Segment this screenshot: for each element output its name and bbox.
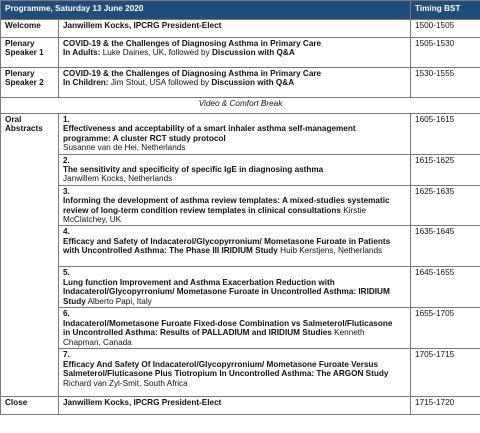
abstract-author: Kirstie McClatchey, UK — [63, 205, 367, 225]
timing-header: Timing BST — [411, 1, 480, 20]
plenary1-row — [1, 38, 480, 68]
speaker: Luke Daines, UK, followed by — [100, 48, 212, 58]
abstract-author: Richard van Zyl-Smit, South Africa — [63, 378, 188, 388]
abstract-time: 1625-1635 — [411, 185, 480, 226]
abstract-title: Effectiveness and acceptability of a smart inhaler asthma self-management programme: A cluster RCT study protocol — [63, 124, 356, 143]
talk-title: COVID-19 & the Challenges of Diagnosing Asthma in Primary Care — [63, 69, 322, 78]
speaker: Jim Stout, USA followed by — [108, 78, 212, 88]
abstract-author: Kenneth Chapman, Canada — [63, 328, 365, 347]
abstract-number: 6. — [63, 309, 70, 319]
abstract-row — [1, 154, 480, 185]
break-text: Video & Comfort Break — [1, 98, 480, 114]
abstract-row — [1, 308, 480, 349]
session-text — [59, 68, 411, 98]
abstract-cell — [59, 226, 411, 267]
session-label: Plenary Speaker 2 — [1, 68, 59, 98]
session-label: Plenary Speaker 1 — [1, 38, 59, 68]
abstract-number: 5. — [63, 268, 70, 278]
abstract-title: Efficacy And Safety Of Indacaterol/Glycopyrronium/ Mometasone Furoate Versus Salmeterol/Fluticasone Plus Tiotropium In Uncontrolled Asthma: The ARGON Study — [63, 359, 389, 379]
programme-title: Programme, Saturday 13 June 2020 — [1, 1, 411, 20]
abstract-cell — [59, 114, 411, 155]
abstract-title: Lung function Improvement and Asthma Exacerbation Reduction with Indacaterol/Glycopyrronium/ Mometasone Furoate in Uncontrolled Asthma: IRIDIUM Study — [63, 277, 390, 306]
abstract-cell — [59, 308, 411, 349]
welcome-row — [1, 20, 480, 38]
abstract-time: 1635-1645 — [411, 226, 480, 267]
abstract-number: 3. — [63, 186, 70, 196]
abstract-row — [1, 226, 480, 267]
plenary2-row — [1, 68, 480, 98]
session-text — [59, 38, 411, 68]
abstract-author: Alberto Papi, Italy — [87, 296, 152, 306]
abstract-author: Susanne van de Hei, Netherlands — [63, 143, 186, 153]
abstract-number: 1. — [63, 115, 70, 124]
abstract-number: 4. — [63, 227, 70, 237]
discussion: Discussion with Q&A — [211, 48, 295, 58]
abstract-title: Efficacy and Safety of Indacaterol/Glycopyrronium/ Mometasone Furoate in Patients with Uncontrolled Asthma: The Phase III IRIDIUM Study — [63, 236, 391, 256]
abstract-row — [1, 114, 480, 155]
abstract-cell — [59, 154, 411, 185]
session-time: 1500-1505 — [411, 20, 480, 38]
abstract-row — [1, 349, 480, 397]
audience: In Adults: — [63, 48, 101, 58]
session-text: Janwillem Kocks, IPCRG President-Elect — [59, 20, 411, 38]
session-text: Janwillem Kocks, IPCRG President-Elect — [59, 397, 411, 415]
header-row — [1, 1, 480, 20]
abstract-time: 1655-1705 — [411, 308, 480, 349]
session-time: 1715-1720 — [411, 397, 480, 415]
abstract-cell — [59, 185, 411, 226]
abstract-row — [1, 267, 480, 308]
abstract-number: 7. — [63, 350, 70, 360]
abstract-title: Informing the development of asthma review templates: A mixed-studies systematic review of long-term condition review templates in clinical consultations — [63, 196, 390, 215]
session-label: Close — [1, 397, 59, 415]
discussion: Discussion with Q&A — [211, 78, 295, 88]
talk-title: COVID-19 & the Challenges of Diagnosing Asthma in Primary Care — [63, 39, 322, 48]
abstract-author: Huib Kerstjens, Netherlands — [280, 246, 383, 256]
abstract-time: 1705-1715 — [411, 349, 480, 397]
oral-abstracts-label: Oral Abstracts — [1, 114, 59, 397]
abstract-title: Indacaterol/Mometasone Furoate Fixed-dose Combination vs Salmeterol/Fluticasone in Uncontrolled Asthma: Results of PALLADIUM and IRIDIUM Studies — [63, 318, 393, 338]
close-row — [1, 397, 480, 415]
session-time: 1530-1555 — [411, 68, 480, 98]
abstract-number: 2. — [63, 155, 70, 165]
session-time: 1505-1530 — [411, 38, 480, 68]
abstract-time: 1615-1625 — [411, 154, 480, 185]
audience: In Children: — [63, 78, 109, 88]
abstract-time: 1645-1655 — [411, 267, 480, 308]
abstract-cell — [59, 349, 411, 397]
break-row — [1, 98, 480, 114]
abstract-author: Janwillem Kocks, Netherlands — [63, 174, 173, 184]
abstract-title: The sensitivity and specificity of specific IgE in diagnosing asthma — [63, 165, 324, 175]
abstract-cell — [59, 267, 411, 308]
session-label: Welcome — [1, 20, 59, 38]
abstract-row — [1, 185, 480, 226]
abstract-time: 1605-1615 — [411, 114, 480, 155]
